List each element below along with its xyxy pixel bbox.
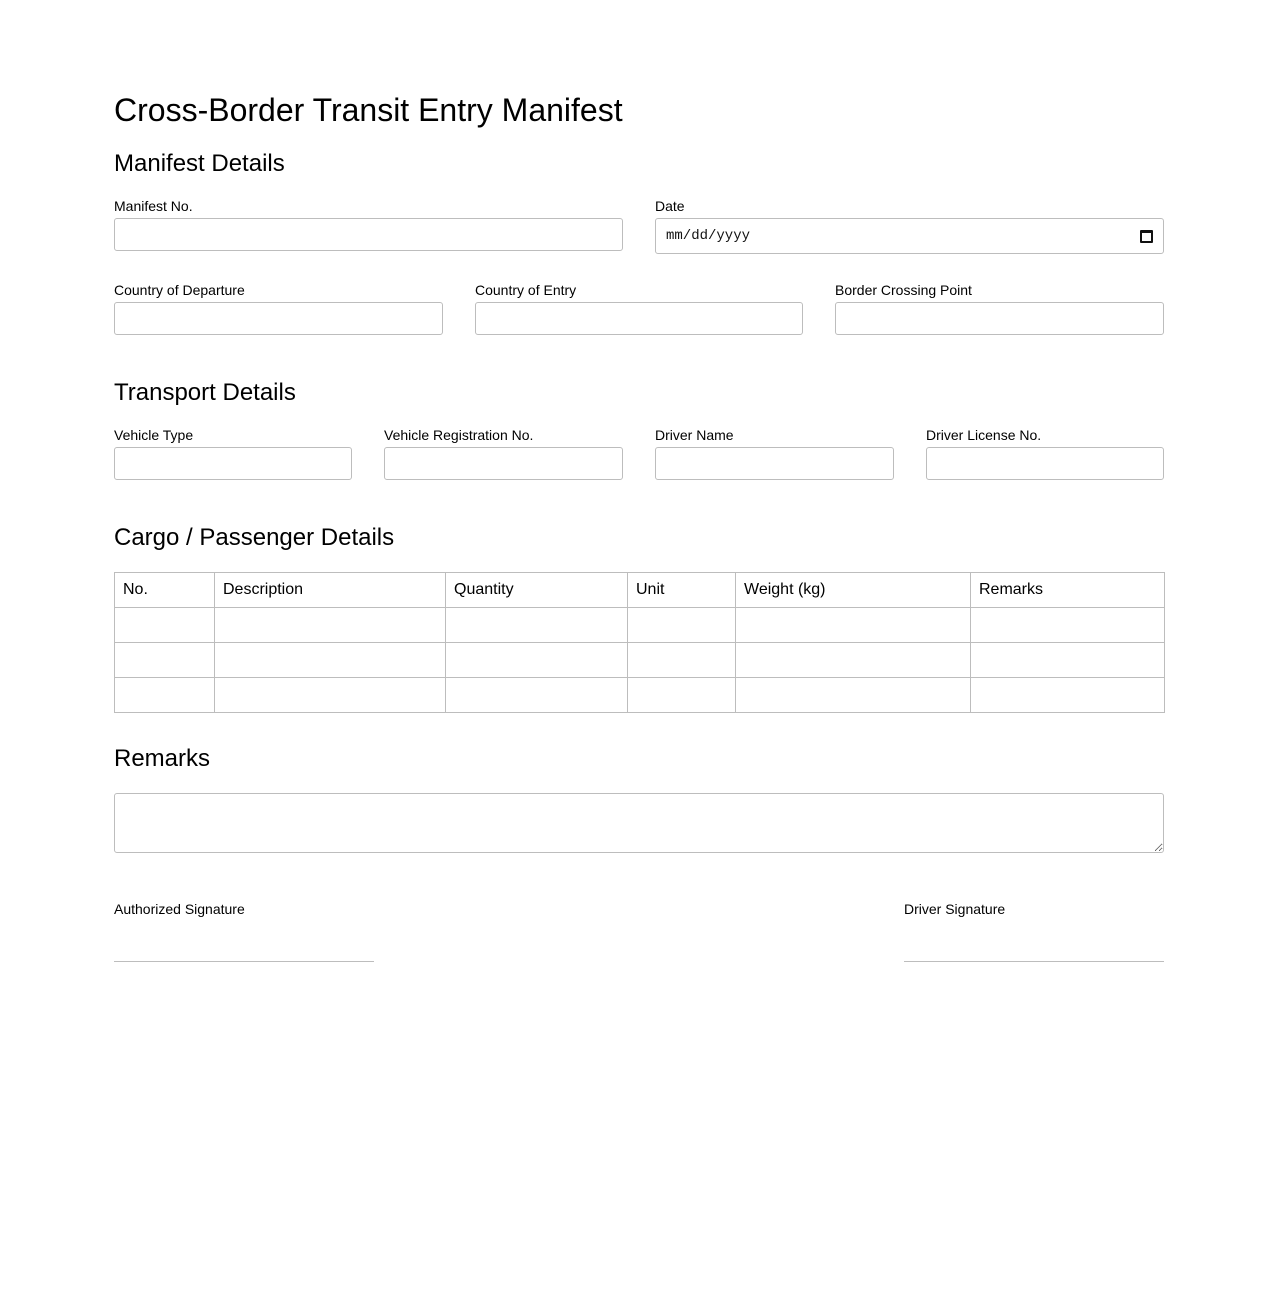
table-row xyxy=(115,643,1165,678)
country-entry-input[interactable] xyxy=(475,302,803,335)
column-header-remarks: Remarks xyxy=(971,573,1165,608)
table-cell[interactable] xyxy=(446,678,628,713)
column-header-weight: Weight (kg) xyxy=(736,573,971,608)
table-cell[interactable] xyxy=(628,643,736,678)
remarks-textarea[interactable] xyxy=(114,793,1164,853)
table-cell[interactable] xyxy=(115,643,215,678)
table-cell[interactable] xyxy=(446,608,628,643)
vehicle-type-field xyxy=(114,427,352,480)
section-heading-remarks: Remarks xyxy=(114,745,211,772)
vehicle-reg-field xyxy=(384,427,623,480)
driver-name-input[interactable] xyxy=(655,447,894,480)
table-row xyxy=(115,678,1165,713)
border-point-input[interactable] xyxy=(835,302,1164,335)
table-cell[interactable] xyxy=(971,678,1165,713)
table-cell[interactable] xyxy=(736,643,971,678)
driver-license-input[interactable] xyxy=(926,447,1164,480)
vehicle-type-label: Vehicle Type xyxy=(114,427,194,443)
table-cell[interactable] xyxy=(736,608,971,643)
section-heading-cargo: Cargo / Passenger Details xyxy=(114,524,395,551)
country-entry-field xyxy=(475,282,803,335)
border-point-field xyxy=(835,282,1164,335)
date-input[interactable] xyxy=(655,218,1164,254)
manifest-no-input[interactable] xyxy=(114,218,623,251)
driver-signature-label: Driver Signature xyxy=(904,901,1006,917)
vehicle-reg-label: Vehicle Registration No. xyxy=(384,427,534,443)
table-cell[interactable] xyxy=(115,608,215,643)
section-heading-manifest: Manifest Details xyxy=(114,150,285,177)
country-departure-input[interactable] xyxy=(114,302,443,335)
table-cell[interactable] xyxy=(971,608,1165,643)
table-cell[interactable] xyxy=(215,643,446,678)
manifest-no-label: Manifest No. xyxy=(114,198,193,214)
authorized-signature-block xyxy=(114,901,374,962)
date-placeholder: mm/dd/yyyy xyxy=(666,228,751,244)
country-entry-label: Country of Entry xyxy=(475,282,577,298)
date-field xyxy=(655,198,1164,254)
cargo-table xyxy=(114,572,1165,713)
column-header-quantity: Quantity xyxy=(446,573,628,608)
column-header-unit: Unit xyxy=(628,573,736,608)
section-heading-transport: Transport Details xyxy=(114,379,296,406)
table-cell[interactable] xyxy=(215,608,446,643)
country-departure-label: Country of Departure xyxy=(114,282,245,298)
calendar-icon[interactable] xyxy=(1140,230,1153,243)
table-cell[interactable] xyxy=(628,678,736,713)
authorized-signature-label: Authorized Signature xyxy=(114,901,245,917)
table-cell[interactable] xyxy=(446,643,628,678)
country-departure-field xyxy=(114,282,443,335)
vehicle-type-input[interactable] xyxy=(114,447,352,480)
page-title: Cross-Border Transit Entry Manifest xyxy=(114,92,623,128)
column-header-no: No. xyxy=(115,573,215,608)
date-label: Date xyxy=(655,198,685,214)
manifest-no-field xyxy=(114,198,623,251)
authorized-signature-line xyxy=(114,961,374,962)
vehicle-reg-input[interactable] xyxy=(384,447,623,480)
border-point-label: Border Crossing Point xyxy=(835,282,972,298)
table-cell[interactable] xyxy=(115,678,215,713)
table-cell[interactable] xyxy=(736,678,971,713)
driver-name-field xyxy=(655,427,894,480)
driver-license-field xyxy=(926,427,1164,480)
table-row xyxy=(115,608,1165,643)
table-header-row xyxy=(115,573,1165,608)
driver-license-label: Driver License No. xyxy=(926,427,1042,443)
table-cell[interactable] xyxy=(628,608,736,643)
driver-signature-line xyxy=(904,961,1164,962)
table-cell[interactable] xyxy=(215,678,446,713)
column-header-description: Description xyxy=(215,573,446,608)
driver-signature-block xyxy=(904,901,1164,962)
driver-name-label: Driver Name xyxy=(655,427,734,443)
table-cell[interactable] xyxy=(971,643,1165,678)
